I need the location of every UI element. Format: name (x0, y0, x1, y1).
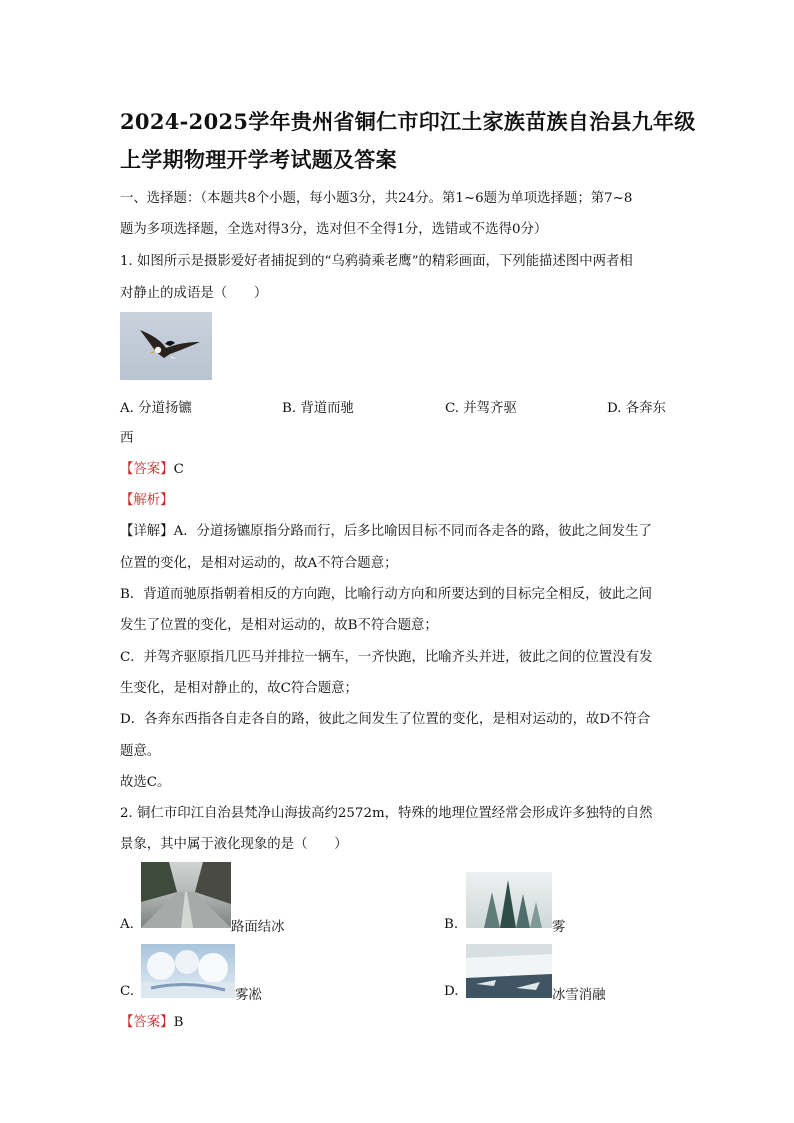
q1-stem-line-2: 对静止的成语是（ ） (120, 286, 268, 301)
icy-road-photo (141, 862, 231, 928)
section-line-1: 一、选择题：（本题共8个小题，每小题3分，共24分。第1~6题为单项选择题；第7~8 (120, 191, 633, 206)
q2-answer (120, 1011, 183, 1030)
q1-option-d: D. 各奔东 (607, 401, 666, 416)
detail-label: 【详解】 (120, 524, 174, 539)
answer-value: B (173, 1015, 184, 1030)
q1-analysis-label: 【解析】 (120, 493, 174, 508)
q2-option-b-text: 雾 (552, 920, 566, 935)
q2-option-c-text: 雾凇 (235, 988, 262, 1003)
q2-option-d-letter: D. (444, 984, 459, 999)
q2-stem-line-2: 景象，其中属于液化现象的是（ ） (120, 837, 348, 852)
q1-option-c: C. 并驾齐驱 (445, 401, 517, 416)
melting-ice-photo (466, 944, 552, 998)
q1-option-b: B. 背道而驰 (282, 401, 354, 416)
q1-detail-line-2: B．背道而驰原指朝着相反的方向跑，比喻行动方向和所要达到的目标完全相反，彼此之间 (120, 587, 653, 602)
title-line-2: 上学期物理开学考试题及答案 (120, 147, 397, 172)
q1-detail-line-8: 故选C。 (120, 775, 171, 790)
eagle-crow-photo (120, 312, 212, 380)
q2-option-d-text: 冰雪消融 (552, 988, 606, 1003)
q2-option-a-letter: A. (120, 917, 134, 932)
answer-value: C (173, 462, 184, 477)
fog-photo (466, 872, 552, 928)
q1-detail-line-1: 位置的变化，是相对运动的，故A不符合题意； (120, 556, 398, 571)
q1-option-a: A. 分道扬镳 (120, 401, 192, 416)
answer-label: 【答案】 (120, 1015, 174, 1030)
q1-detail-line-4: C．并驾齐驱原指几匹马并排拉一辆车，一齐快跑，比喻齐头并进，彼此之间的位置没有发 (120, 650, 653, 665)
q1-detail-line-6: D．各奔东西指各自走各自的路，彼此之间发生了位置的变化，是相对运动的，故D不符合 (120, 712, 651, 727)
rime-photo (141, 944, 235, 998)
q1-answer (120, 458, 184, 477)
answer-label: 【答案】 (120, 462, 174, 477)
q2-stem-line-1: 2. 铜仁市印江自治县梵净山海拔高约2572m，特殊的地理位置经常会形成许多独特的自然 (120, 806, 653, 821)
detail-text: A．分道扬镳原指分路而行，后多比喻因目标不同而各走各的路，彼此之间发生了 (173, 524, 652, 539)
q1-option-d-wrap: 西 (120, 431, 134, 446)
q1-detail-line-3: 发生了位置的变化，是相对运动的，故B不符合题意； (120, 618, 438, 633)
title-line-1: 2024-2025学年贵州省铜仁市印江土家族苗族自治县九年级 (120, 109, 696, 134)
q1-detail-line-7: 题意。 (120, 744, 161, 759)
q1-detail-line-5: 生变化，是相对静止的，故C符合题意； (120, 681, 358, 696)
q1-stem-line-1: 1. 如图所示是摄影爱好者捕捉到的“乌鸦骑乘老鹰”的精彩画面，下列能描述图中两者相 (120, 254, 633, 269)
section-line-2: 题为多项选择题，全选对得3分，选对但不全得1分，选错或不选得0分） (120, 222, 548, 237)
q2-option-c-letter: C. (120, 984, 135, 999)
q2-option-b-letter: B. (444, 917, 459, 932)
q2-option-a-text: 路面结冰 (231, 920, 285, 935)
q1-detail-line-0 (120, 520, 652, 539)
